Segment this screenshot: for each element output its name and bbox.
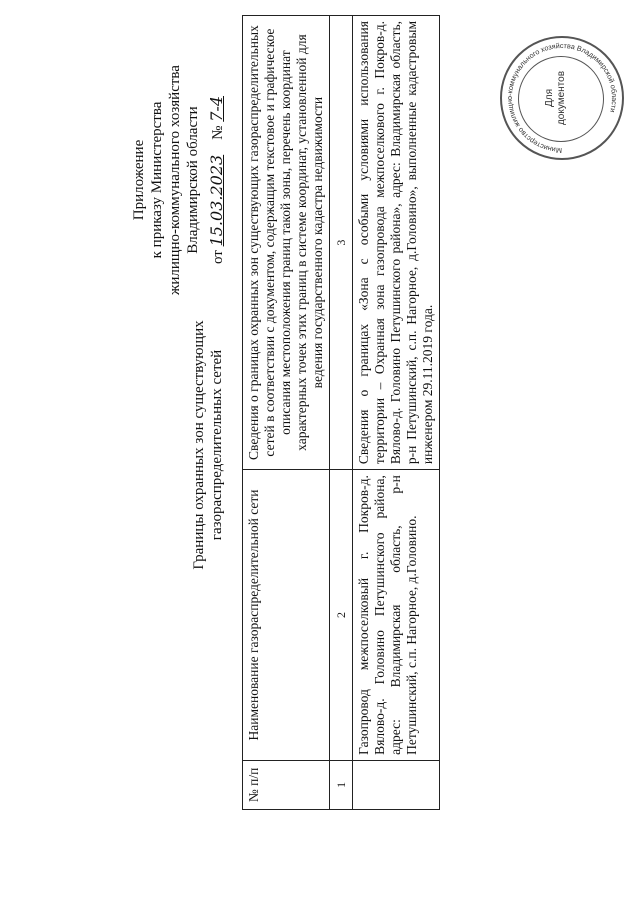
stamp-ring-text: Министерство жилищно-коммунального хозяйства Владимирской области <box>504 40 620 156</box>
zones-table <box>242 15 440 810</box>
number-prefix: № <box>210 125 226 140</box>
table-row <box>353 16 440 810</box>
header-cell-info: Сведения о границах охранных зон существующих газораспределительных сетей в соответствии с документом, содержащим текстовое и графическое описания местоположения границ такой зоны, перечень координат характерных точек этих границ в системе координат, установленной для ведения государственного кадастра недвижимости <box>243 16 330 470</box>
table-header-row <box>243 16 330 810</box>
col-number-1: 1 <box>330 760 353 809</box>
region-name: Владимирской области <box>185 106 201 254</box>
order-ref: к приказу Министерства <box>149 101 165 259</box>
date-value: 15.03.2023 <box>207 154 226 247</box>
document-title <box>190 235 226 655</box>
stamp-center-text <box>544 38 568 158</box>
header-cell-name: Наименование газораспределительной сети <box>243 470 330 761</box>
title-line-2: газораспределительных сетей <box>209 349 225 541</box>
appendix-label: Приложение <box>131 139 147 221</box>
date-prefix: от <box>210 250 226 265</box>
row-num <box>353 760 440 809</box>
ministry-stamp <box>500 36 624 160</box>
ministry-name: жилищно-коммунального хозяйства <box>167 65 183 295</box>
row-info: Сведения о границах «Зона с особыми условиями использования территории – Охранная зона газопровода межпоселкового г. Покров-д. Вялово-д. Головино Петушинского района», адрес: Владимирская область, р-н Петушинский, с.п. Нагорное, д.Головино», выполненные кадастровым инженером 29.11.2019 года. <box>353 16 440 470</box>
number-value: 7-4 <box>207 95 226 122</box>
row-name: Газопровод межпоселковый г. Покров-д. Вялово-д. Головино Петушинского района, адрес: Владимирская область, р-н Петушинский, с.п. Нагорное, д.Головино. <box>353 470 440 761</box>
col-number-2: 2 <box>330 470 353 761</box>
col-number-3: 3 <box>330 16 353 470</box>
table-number-row <box>330 16 353 810</box>
header-cell-num: № п/п <box>243 760 330 809</box>
stamp-center-line-2: документов <box>556 70 567 126</box>
title-line-1: Границы охранных зон существующих <box>191 320 207 570</box>
stamp-center-line-1: Для <box>544 88 555 108</box>
